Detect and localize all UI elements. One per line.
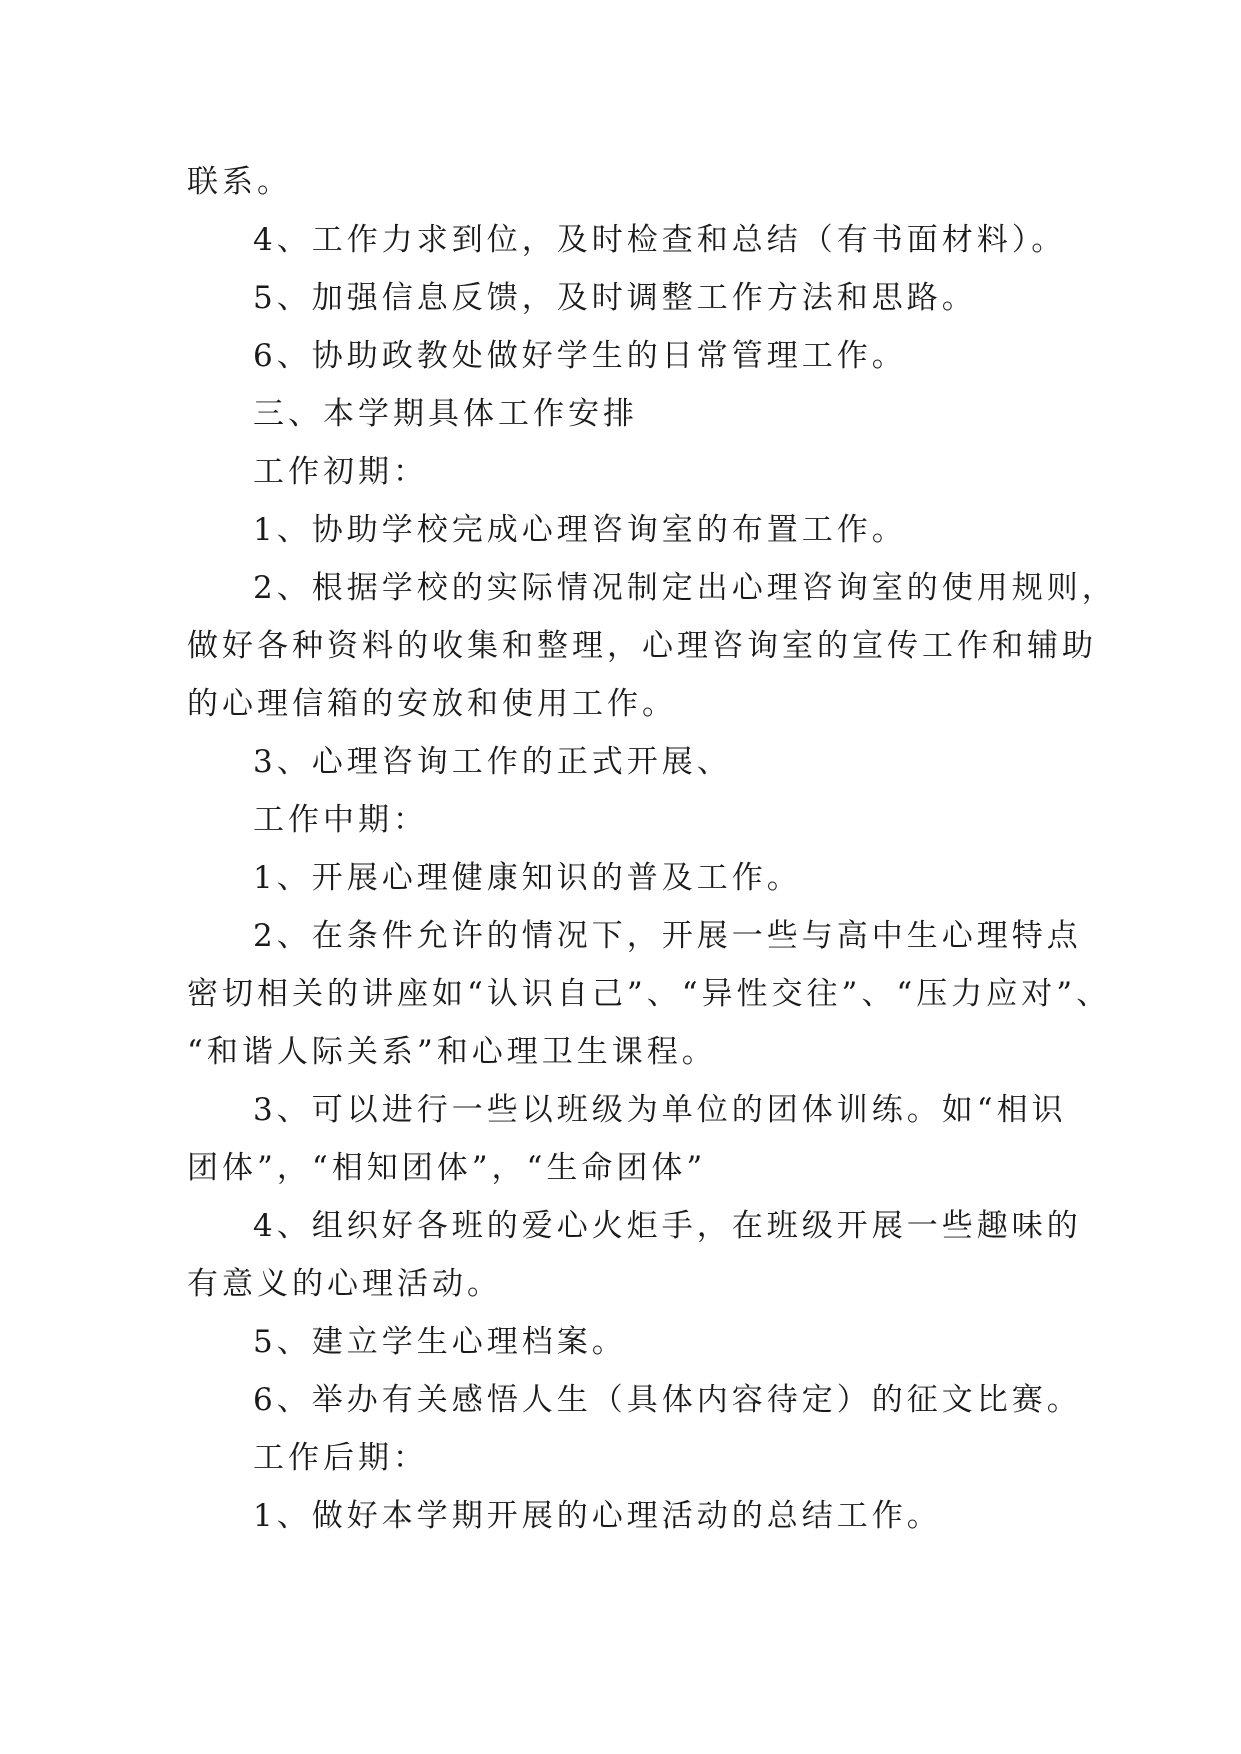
text-line: 密切相关的讲座如“认识自己”、“异性交往”、“压力应对”、 xyxy=(187,976,1112,1012)
text-line: 的心理信箱的安放和使用工作。 xyxy=(187,686,677,722)
phase-heading: 工作中期： xyxy=(253,802,428,838)
text-line: 5、加强信息反馈，及时调整工作方法和思路。 xyxy=(253,280,977,316)
section-heading: 三、本学期具体工作安排 xyxy=(253,396,638,432)
text-line: 1、协助学校完成心理咨询室的布置工作。 xyxy=(253,512,907,548)
text-line: 做好各种资料的收集和整理，心理咨询室的宣传工作和辅助 xyxy=(187,628,1097,664)
text-line: “和谐人际关系”和心理卫生课程。 xyxy=(187,1034,717,1070)
text-line: 4、组织好各班的爱心火炬手，在班级开展一些趣味的 xyxy=(253,1208,1082,1244)
text-line: 1、做好本学期开展的心理活动的总结工作。 xyxy=(253,1498,942,1534)
text-line: 2、在条件允许的情况下，开展一些与高中生心理特点 xyxy=(253,918,1082,954)
text-line: 联系。 xyxy=(187,164,292,200)
text-line: 团体”，“相知团体”，“生命团体” xyxy=(187,1150,707,1186)
text-line: 2、根据学校的实际情况制定出心理咨询室的使用规则， xyxy=(253,570,1117,606)
text-line: 4、工作力求到位，及时检查和总结（有书面材料）。 xyxy=(253,222,1067,258)
text-line: 6、协助政教处做好学生的日常管理工作。 xyxy=(253,338,907,374)
phase-heading: 工作后期： xyxy=(253,1440,428,1476)
text-line: 6、举办有关感悟人生（具体内容待定）的征文比赛。 xyxy=(253,1382,1082,1418)
phase-heading: 工作初期： xyxy=(253,454,428,490)
text-line: 5、建立学生心理档案。 xyxy=(253,1324,627,1360)
text-line: 3、心理咨询工作的正式开展、 xyxy=(253,744,732,780)
text-line: 3、可以进行一些以班级为单位的团体训练。如“相识 xyxy=(253,1092,1067,1128)
text-line: 有意义的心理活动。 xyxy=(187,1266,502,1302)
text-line: 1、开展心理健康知识的普及工作。 xyxy=(253,860,802,896)
